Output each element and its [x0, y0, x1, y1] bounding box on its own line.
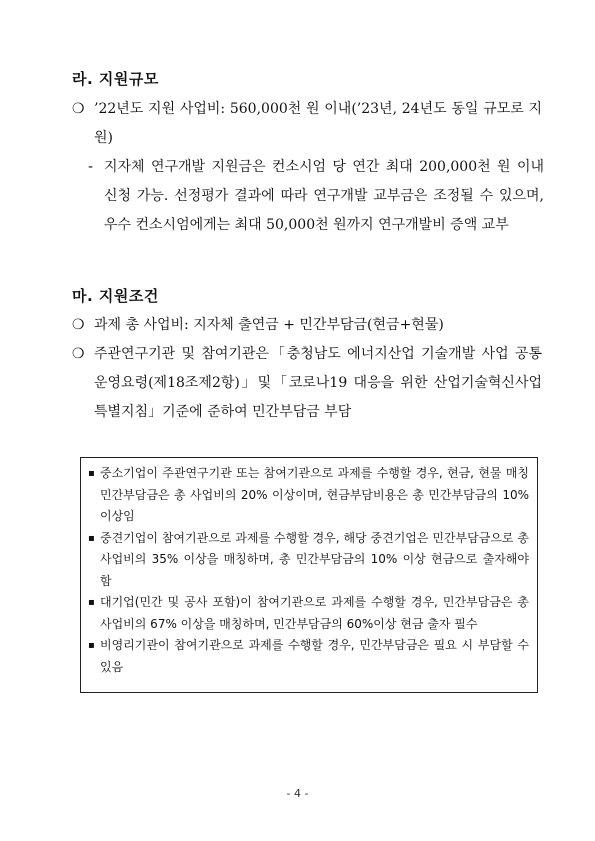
rule-nonprofit — [88, 635, 529, 678]
square-bullet-icon: ▪ — [88, 468, 95, 479]
circle-bullet-icon: ❍ — [72, 317, 85, 333]
rule-text: 대기업(민간 및 공사 포함)이 참여기관으로 과제를 수행할 경우, 민간부담금은 총 사업비의 67% 이상을 매칭하며, 민간부담금의 60%이상 현금 출자 필수 — [100, 595, 529, 631]
dash-bullet-icon: - — [88, 159, 94, 175]
page-number: - 4 - — [286, 787, 309, 800]
rule-large-enterprise — [88, 592, 529, 635]
circle-bullet-icon: ❍ — [72, 346, 85, 362]
circle-bullet-icon: ❍ — [72, 101, 85, 117]
institution-burden-item — [72, 340, 542, 427]
private-burden-rules-box — [80, 457, 538, 693]
support-budget-text: ’22년도 지원 사업비: 560,000천 원 이내(’23년, 24년도 동일 규모로 지원) — [94, 101, 542, 146]
total-budget-text: 과제 총 사업비: 지자체 출연금 + 민간부담금(현금+현물) — [94, 317, 444, 333]
rule-text: 비영리기관이 참여기관으로 과제를 수행할 경우, 민간부담금은 필요 시 부담할 수 있음 — [100, 638, 529, 674]
square-bullet-icon: ▪ — [88, 597, 95, 608]
rule-text: 중소기업이 주관연구기관 또는 참여기관으로 과제를 수행할 경우, 현금, 현물 매칭 민간부담금은 총 사업비의 20% 이상이며, 현금부담비용은 총 민간부담금의 10% 이상임 — [100, 466, 529, 523]
rule-midsize — [88, 528, 529, 593]
local-gov-fund-text: 지자체 연구개발 지원금은 컨소시엄 당 연간 최대 200,000천 원 이내 신청 가능. 선정평가 결과에 따라 연구개발 교부금은 조정될 수 있으며, 우수 컨소시엄에게는 최대 50,000천 원까지 연구개발비 증액 교부 — [104, 159, 544, 233]
total-budget-item — [72, 311, 542, 340]
institution-burden-text: 주관연구기관 및 참여기관은「충청남도 에너지산업 기술개발 사업 공통 운영요령(제18조제2항)」및「코로나19 대응을 위한 산업기술혁신사업 특별지침」기준에 준하여 민간부담금 부담 — [94, 346, 542, 420]
rule-text: 중견기업이 참여기관으로 과제를 수행할 경우, 해당 중견기업은 민간부담금으로 총 사업비의 35% 이상을 매칭하며, 총 민간부담금의 10% 이상 현금으로 출자해야 함 — [100, 530, 529, 588]
square-bullet-icon: ▪ — [88, 532, 95, 544]
support-budget-item — [72, 95, 542, 153]
section-heading-support-conditions: 마. 지원조건 — [72, 287, 159, 305]
local-gov-fund-item — [88, 153, 544, 240]
rule-sme — [88, 463, 529, 528]
square-bullet-icon: ▪ — [88, 640, 95, 651]
section-heading-support-scale: 라. 지원규모 — [72, 70, 159, 88]
